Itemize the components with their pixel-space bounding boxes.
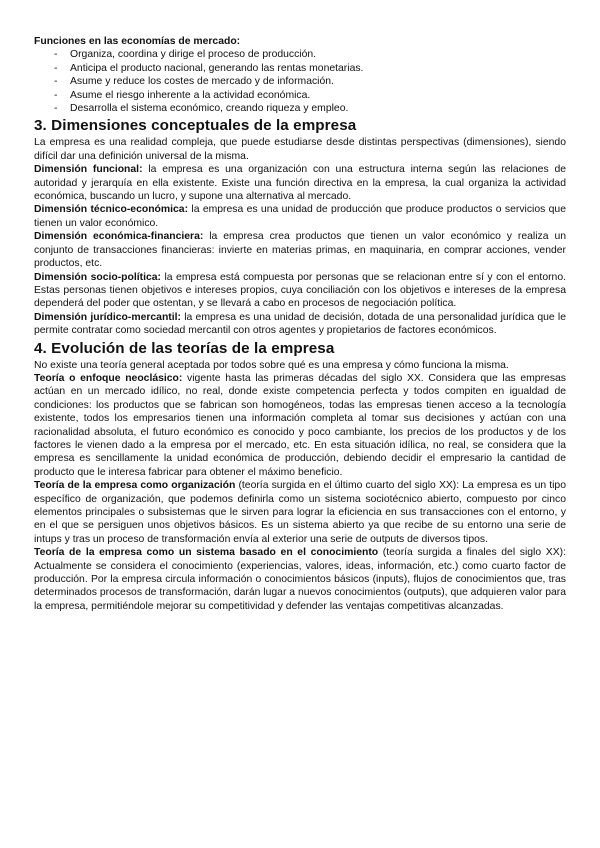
theory-knowledge: Teoría de la empresa como un sistema basado en el conocimiento (teoría surgida a finales del siglo XX): Actualmente se considera el conocimiento (experiencias, valores, ideas, información, etc.) como cuarto factor de producción. Por la empresa circula información o conocimientos básicos (inputs), flujos de conocimientos que, tras determinados procesos de transformación, darán lugar a nuevos conocimientos (outputs), que adquieren valor para la empresa, permitiéndole mejorar su competitividad y defender las ventajas competitivas alcanzadas.	[34, 547, 566, 612]
dimension-legal-mercantile: Dimensión jurídico-mercantil: la empresa es una unidad de decisión, dotada de una personalidad jurídica que le permite contratar como sociedad mercantil con otros agentes y propietarios de factores económicos.	[34, 311, 566, 337]
dash-bullet: -	[54, 89, 58, 101]
dimension-economic-financial: Dimensión económica-financiera: la empresa crea productos que tienen un valor económico y realiza un conjunto de transacciones financieras: invierte en materias primas, en maquinaria, en comprar acciones, vender productos, etc.	[34, 231, 566, 270]
theory-term: Teoría de la empresa como un sistema basado en el conocimiento	[34, 547, 379, 559]
functions-list	[34, 48, 566, 115]
dimension-socio-political: Dimensión socio-política: la empresa está compuesta por personas que se relacionan entre sí y con el entorno. Estas personas tienen objetivos e intereses propios, cuya conciliación con los objetivos e intereses de la empresa dependerá del poder que ostentan, y se llevará a cabo en procesos de negociación política.	[34, 271, 567, 310]
dimension-term: Dimensión económica-financiera:	[34, 231, 204, 243]
theory-term: Teoría de la empresa como organización	[34, 480, 236, 492]
list-item: - Anticipa el producto nacional, generando las rentas monetarias.	[54, 62, 364, 74]
list-item: - Asume el riesgo inherente a la actividad económica.	[54, 89, 311, 101]
dash-bullet: -	[54, 62, 58, 74]
section-3-heading: 3. Dimensiones conceptuales de la empresa	[34, 117, 357, 135]
dimension-term: Dimensión socio-política:	[34, 271, 162, 283]
functions-title: Funciones en las economías de mercado:	[34, 36, 241, 47]
dimension-term: Dimensión técnico-económica:	[34, 204, 189, 216]
section-4-intro: No existe una teoría general aceptada por todos sobre qué es una empresa y cómo funciona la misma.	[34, 359, 509, 371]
dimension-functional: Dimensión funcional: la empresa es una organización con una estructura interna según las relaciones de autoridad y jerarquía en ella existente. Existe una función directiva en la empresa, la cual organiza la actividad económica, buscando un lucro, y supone una alternativa al mercado.	[34, 164, 566, 203]
dimension-technical-economic: Dimensión técnico-económica: la empresa es una unidad de producción que produce productos o servicios que tienen un valor económico.	[34, 204, 566, 229]
section-3-intro: La empresa es una realidad compleja, que puede estudiarse desde distintas perspectivas (dimensiones), siendo difícil dar una definición universal de la misma.	[34, 137, 566, 162]
theory-organization: Teoría de la empresa como organización (teoría surgida en el último cuarto del siglo XX): La empresa es un tipo específico de organización, que podemos definirla como un sistema sociotécnico abierto, compuesto por cinco elementos principales o subsistemas que le sirven para lograr la eficiencia en sus transacciones con el entorno, y en el que se persiguen unos objetivos básicos. Es un sistema abierto ya que recibe de su entorno una serie de intups y tras un proceso de transformación envía al exterior una serie de outputs de diversos tipos.	[34, 480, 566, 545]
dash-bullet: -	[54, 49, 58, 61]
list-item: - Organiza, coordina y dirige el proceso de producción.	[54, 49, 317, 61]
list-item: - Asume y reduce los costes de mercado y de información.	[54, 76, 334, 88]
list-item: - Desarrolla el sistema económico, creando riqueza y empleo.	[54, 103, 349, 115]
theory-neoclassical: Teoría o enfoque neoclásico: vigente hasta las primeras décadas del siglo XX. Considera que las empresas actúan en un mercado idílico, no real, donde existe competencia perfecta y todos compiten en igualdad de condiciones: los productos que se fabrican son homogéneos, todas las empresas tienen acceso a la tecnología existente, todos los empresarios tienen una información completa al tomar sus decisiones y actúan con una racionalidad absoluta, el futuro económico es conocido y poco cambiante, los precios de los productos y de los factores le vienen dado a la empresa por el mercado, etc. En esta situación idílica, no real, se considera que la empresa es sencillamente la unidad económica de producción, debiendo decidir el empresario la cantidad de producto que le interesa fabricar para obtener el máximo beneficio.	[34, 372, 566, 478]
dash-bullet: -	[54, 103, 58, 115]
dash-bullet: -	[54, 76, 58, 88]
dimension-term: Dimensión funcional:	[34, 164, 143, 176]
theory-term: Teoría o enfoque neoclásico:	[34, 372, 183, 384]
section-4-heading: 4. Evolución de las teorías de la empresa	[34, 339, 335, 357]
dimension-term: Dimensión jurídico-mercantil:	[34, 311, 181, 323]
document-page	[34, 35, 566, 613]
